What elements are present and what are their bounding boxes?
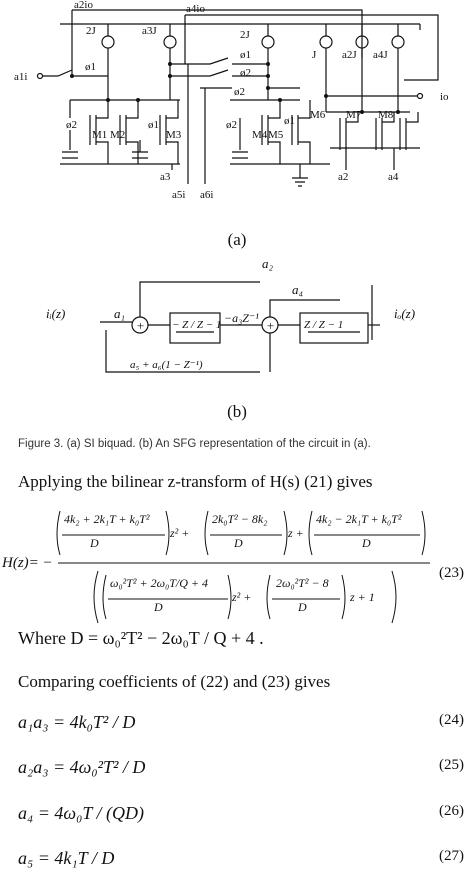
- eq23-number: (23): [439, 565, 464, 581]
- label-2j-a: 2J: [86, 25, 96, 37]
- eq23-num-z2: z² +: [170, 526, 190, 540]
- eq27-number: (27): [439, 848, 464, 864]
- subfigure-b-label: (b): [227, 402, 247, 421]
- eq23-den-t2: 2ω₀²T² − 8: [276, 576, 329, 590]
- label-a4j: a4J: [373, 49, 388, 61]
- eq24-body: a₁a₃ = 4k₀T² / D: [18, 712, 136, 732]
- equation-27: [18, 848, 464, 874]
- paragraph-where-d: Where D = ω₀²T² − 2ω₀T / Q + 4 .: [18, 628, 264, 648]
- sfg-plus-1: +: [136, 318, 145, 333]
- label-2j-b: 2J: [240, 29, 250, 41]
- eq23-den-d1: D: [154, 600, 163, 614]
- eq23-num-d3: D: [362, 536, 371, 550]
- eq23-num-d1: D: [90, 536, 99, 550]
- eq23-num-z1: z +: [288, 526, 304, 540]
- label-a2io: a2io: [74, 0, 93, 11]
- sfg-input: iᵢ(z): [46, 306, 66, 321]
- label-m3: M3: [166, 129, 182, 141]
- equation-23: [0, 505, 474, 625]
- sfg-plus-2: +: [266, 318, 275, 333]
- label-m6: M6: [310, 109, 326, 121]
- eq26-body: a₄ = 4ω₀T / (QD): [18, 803, 145, 823]
- label-phi2-b: ø2: [240, 67, 251, 79]
- sfg-block-1: − Z / Z − 1: [172, 319, 222, 331]
- eq23-num-d2: D: [234, 536, 243, 550]
- circuit-schematic: [0, 0, 474, 220]
- signal-flow-graph: [0, 250, 474, 405]
- label-phi1-d: ø1: [284, 115, 295, 127]
- sfg-feedback: a₅ + a₆(1 − Z⁻¹): [130, 359, 203, 371]
- eq23-den-plus1: z + 1: [350, 590, 375, 604]
- label-m1: M1: [92, 129, 108, 141]
- figure-caption: Figure 3. (a) SI biquad. (b) An SFG representation of the circuit in (a).: [18, 438, 371, 450]
- label-phi2-d: ø2: [66, 119, 77, 131]
- label-m8: M8: [378, 109, 394, 121]
- equation-26: [18, 803, 464, 829]
- label-a1i: a1i: [14, 71, 28, 83]
- eq23-lhs: H(z)= −: [2, 555, 53, 571]
- sfg-a2: a₂: [262, 256, 274, 271]
- eq23-den-t1: ω₀²T² + 2ω₀T/Q + 4: [110, 576, 209, 590]
- label-a2j: a2J: [342, 49, 357, 61]
- eq24-number: (24): [439, 712, 464, 728]
- label-io: io: [440, 91, 449, 103]
- label-a4: a4: [388, 171, 399, 183]
- eq25-number: (25): [439, 757, 464, 773]
- label-m5: M5: [268, 129, 284, 141]
- label-a6i: a6i: [200, 189, 214, 201]
- eq23-den-d2: D: [298, 600, 307, 614]
- eq23-num-t2: 2k₀T² − 8k₂: [212, 512, 268, 526]
- equation-25: [18, 757, 464, 783]
- sfg-a4: a₄: [292, 282, 304, 297]
- eq27-body: a₅ = 4k₁T / D: [18, 848, 115, 868]
- sfg-a1: a₁: [114, 306, 126, 321]
- eq26-number: (26): [439, 803, 464, 819]
- equation-24: [18, 712, 464, 738]
- label-a5i: a5i: [172, 189, 186, 201]
- label-m7: M7: [346, 109, 362, 121]
- label-a2: a2: [338, 171, 349, 183]
- sfg-block-2: Z / Z − 1: [304, 319, 344, 331]
- label-phi2-e: ø2: [226, 119, 237, 131]
- label-phi1-c: ø1: [148, 119, 159, 131]
- label-m4: M4: [252, 129, 268, 141]
- paragraph-bilinear: Applying the bilinear z-transform of H(s) (21) gives: [18, 472, 373, 491]
- label-phi1-b: ø1: [240, 49, 251, 61]
- sfg-output: iₒ(z): [394, 306, 416, 321]
- eq23-den-z2: z² +: [232, 590, 252, 604]
- eq25-body: a₂a₃ = 4ω₀²T² / D: [18, 757, 146, 777]
- label-m2: M2: [110, 129, 126, 141]
- label-a3j: a3J: [142, 25, 157, 37]
- label-a3: a3: [160, 171, 171, 183]
- subfigure-a-label: (a): [227, 230, 247, 249]
- label-phi2-c: ø2: [234, 86, 245, 98]
- label-phi1-a: ø1: [85, 61, 96, 73]
- paragraph-comparing: Comparing coefficients of (22) and (23) gives: [18, 672, 331, 691]
- sfg-minus-a3: −a₃Z⁻¹: [224, 311, 259, 325]
- eq23-num-t1: 4k₂ + 2k₁T + k₀T²: [64, 512, 150, 526]
- label-j: J: [312, 49, 317, 61]
- eq23-num-t3: 4k₂ − 2k₁T + k₀T²: [316, 512, 402, 526]
- label-a4io: a4io: [186, 3, 205, 15]
